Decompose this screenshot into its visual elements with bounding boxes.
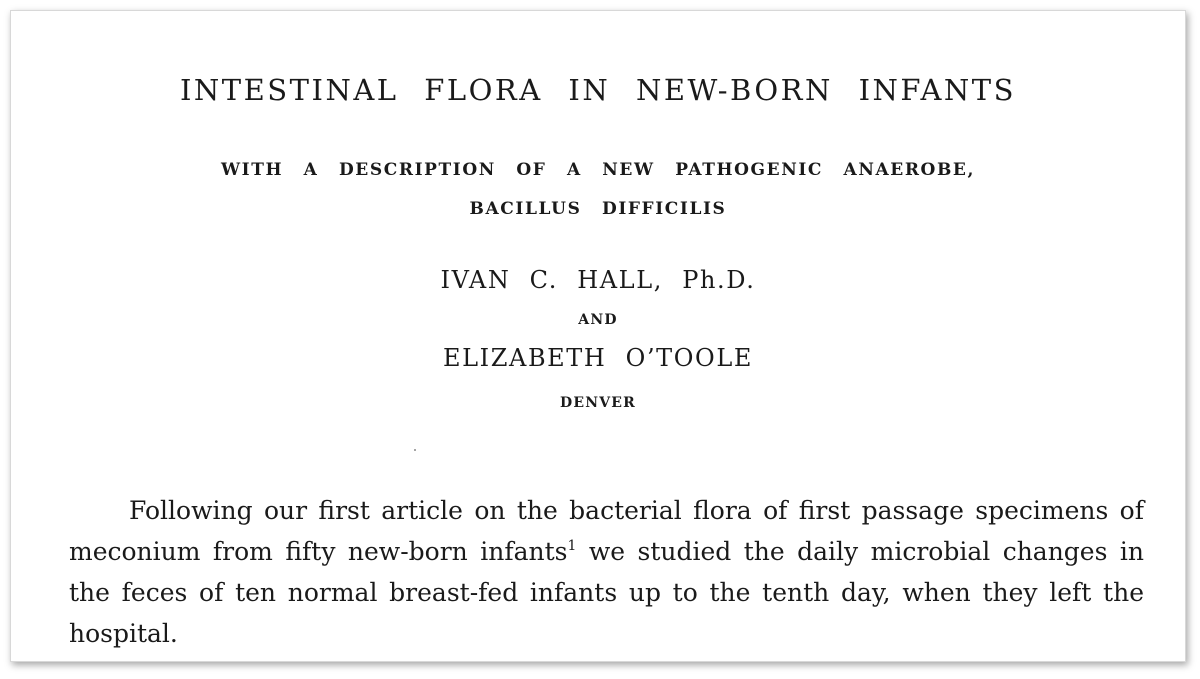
subtitle-line-2: BACILLUS DIFFICILIS bbox=[469, 199, 727, 219]
body-text-part-1: Following our first article on the bacterial flora of first passage specimens of meconium from fifty new-born infants bbox=[69, 496, 1144, 566]
footnote-reference[interactable]: 1 bbox=[567, 538, 577, 554]
author-1: IVAN C. HALL, Ph.D. bbox=[440, 266, 756, 294]
body-text-part-2: we studied the daily microbial changes in the feces of ten normal breast-fed infants up to the tenth day, when they left the hospital. bbox=[69, 537, 1144, 648]
subtitle-line-1: WITH A DESCRIPTION OF A NEW PATHOGENIC ANAEROBE, bbox=[220, 160, 976, 180]
author-2: ELIZABETH O’TOOLE bbox=[443, 344, 753, 372]
document-frame bbox=[10, 10, 1186, 662]
author-location: DENVER bbox=[560, 395, 636, 411]
article-title: INTESTINAL FLORA IN NEW-BORN INFANTS bbox=[179, 73, 1017, 107]
print-speck bbox=[414, 449, 416, 451]
author-conjunction: AND bbox=[578, 312, 618, 328]
body-paragraph bbox=[69, 490, 1144, 654]
article-subtitle bbox=[11, 151, 1185, 229]
article-page bbox=[11, 11, 1185, 661]
